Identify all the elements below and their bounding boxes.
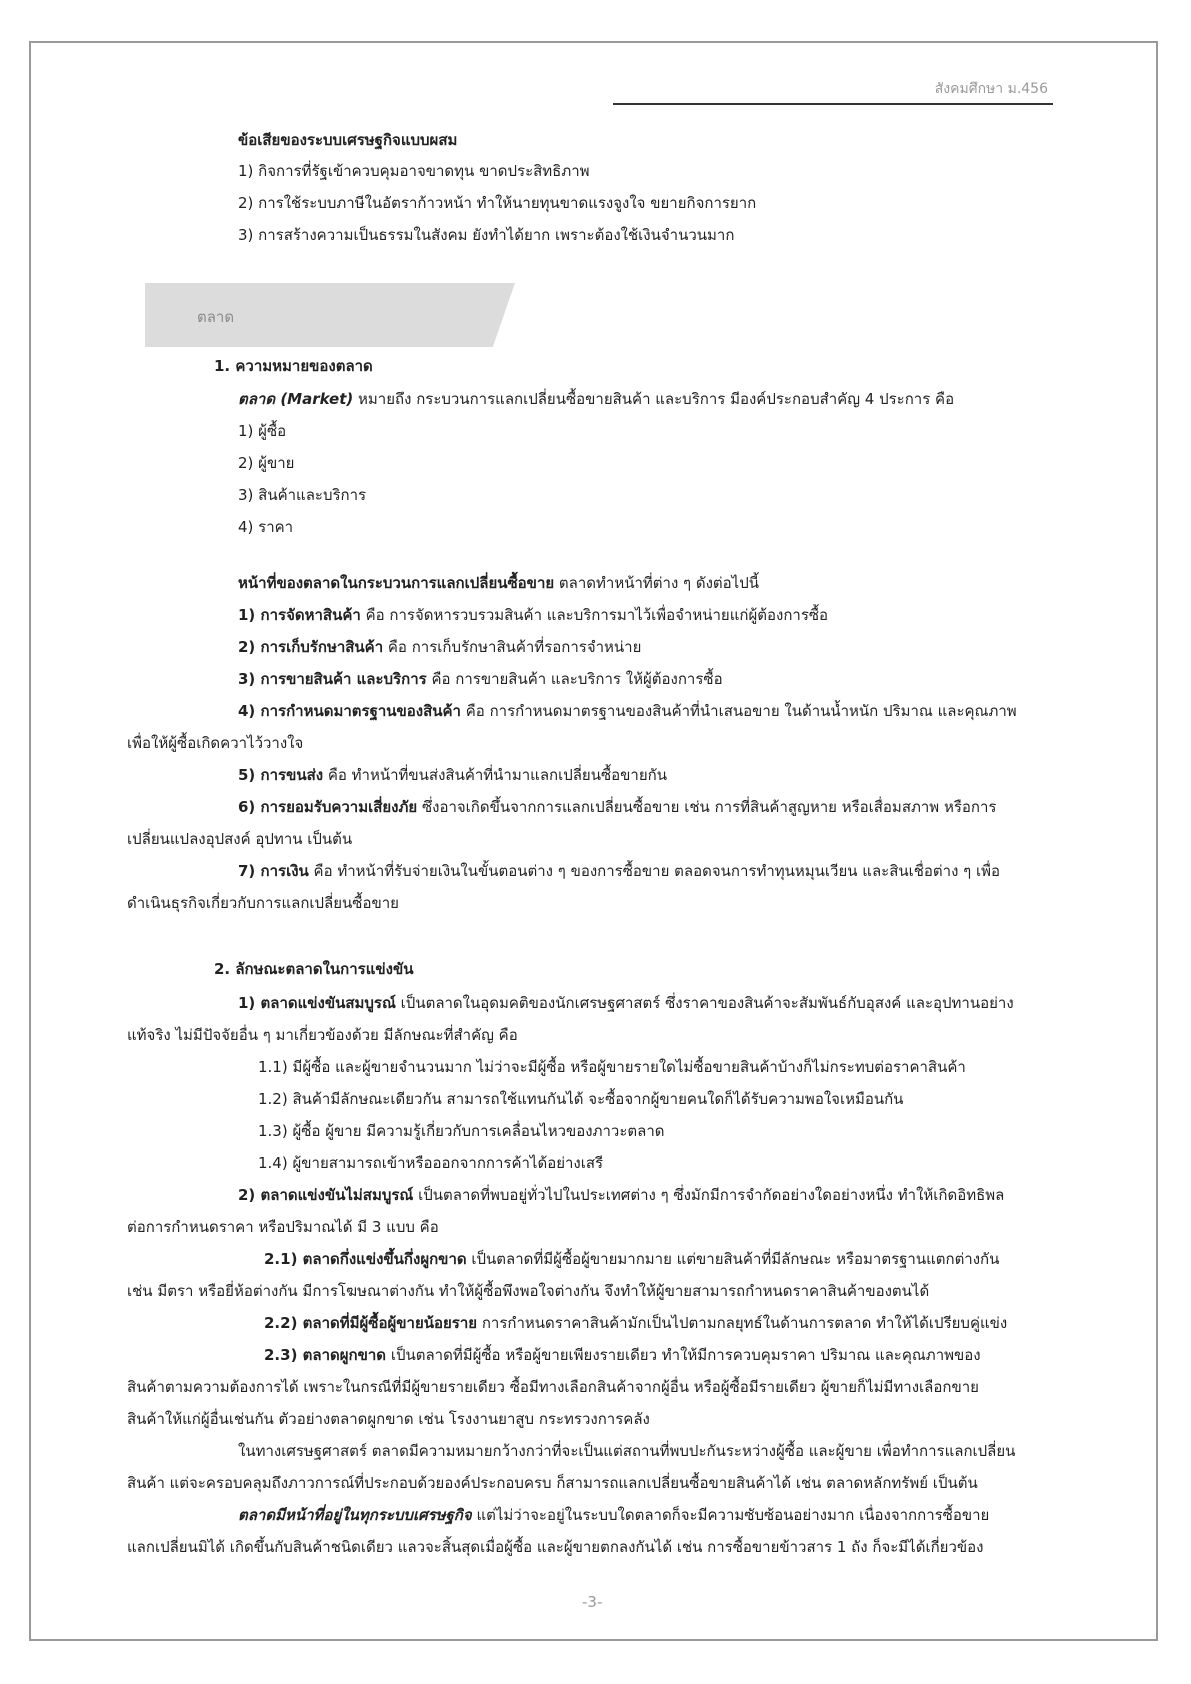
function-text: คือ การขายสินค้า และบริการ ให้ผู้ต้องการซื้อ	[426, 670, 723, 688]
competition-heading: 2. ลักษณะตลาดในการแข่งขัน	[214, 960, 414, 978]
header-title: สังคมศึกษา ม.456	[934, 81, 1048, 97]
function-item	[238, 766, 667, 784]
function-text: คือ การเก็บรักษาสินค้าที่รอการจำหน่าย	[383, 638, 642, 656]
function-text: คือ การจัดหารวบรวมสินค้า และบริการมาไว้เพื่อจำหน่ายแก่ผู้ต้องการซื้อ	[360, 606, 829, 624]
component-item: 4) ราคา	[238, 518, 294, 536]
imperfect-market-text: เป็นตลาดที่พบอยู่ทั่วไปในประเทศต่าง ๆ ซึ่งมักมีการจำกัดอย่างใดอย่างหนึ่ง ทำให้เกิดอิทธิพล	[413, 1186, 1005, 1204]
disadvantage-item: 1) กิจการที่รัฐเข้าควบคุมอาจขาดทุน ขาดประสิทธิภาพ	[238, 162, 590, 180]
econ-paragraph-line: สินค้า แต่จะครอบคลุมถึงภาวการณ์ที่ประกอบด้วยองค์ประกอบครบ ก็สามารถแลกเปลี่ยนซื้อขายสินค้าได้ เช่น ตลาดหลักทรัพย์ เป็นต้น	[127, 1474, 978, 1492]
final-paragraph-label: ตลาดมีหน้าที่อยู่ในทุกระบบเศรษฐกิจ	[238, 1506, 472, 1524]
meaning-heading: 1. ความหมายของตลาด	[214, 357, 373, 375]
function-continuation: เพื่อให้ผู้ซื้อเกิดควาไว้วางใจ	[127, 734, 304, 752]
meaning-definition	[238, 390, 954, 408]
disadvantages-title: ข้อเสียของระบบเศรษฐกิจแบบผสม	[238, 131, 458, 149]
header-rule	[613, 103, 1053, 105]
component-item: 2) ผู้ขาย	[238, 454, 295, 472]
monopolistic-competition	[264, 1250, 999, 1268]
monopoly	[264, 1346, 981, 1364]
econ-paragraph-line: ในทางเศรษฐศาสตร์ ตลาดมีความหมายกว้างกว่าที่จะเป็นแต่สถานที่พบปะกันระหว่างผู้ซื้อ และผู้ขาย เพื่อทำการแลกเปลี่ยน	[238, 1442, 1016, 1460]
sub-text: การกำหนดราคาสินค้ามักเป็นไปตามกลยุทธ์ในด้านการตลาด ทำให้ได้เปรียบคู่แข่ง	[477, 1314, 1008, 1332]
functions-intro-text: ตลาดทำหน้าที่ต่าง ๆ ดังต่อไปนี้	[554, 574, 759, 592]
oligopoly	[264, 1314, 1007, 1332]
final-paragraph-text: แต่ไม่ว่าจะอยู่ในระบบใดตลาดก็จะมีความซับซ้อนอย่างมาก เนื่องจากการซื้อขาย	[471, 1506, 990, 1524]
function-label: 3) การขายสินค้า และบริการ	[238, 670, 427, 688]
functions-intro	[238, 574, 759, 592]
function-text: คือ ทำหน้าที่ขนส่งสินค้าที่นำมาแลกเปลี่ยนซื้อขายกัน	[323, 766, 667, 784]
function-item	[238, 862, 1000, 880]
disadvantage-item: 2) การใช้ระบบภาษีในอัตราก้าวหน้า ทำให้นายทุนขาดแรงจูงใจ ขยายกิจการยาก	[238, 194, 757, 212]
page-number: -3-	[582, 1593, 603, 1611]
market-term: ตลาด (Market)	[238, 390, 354, 408]
sub-continuation: สินค้าให้แก่ผู้อื่นเช่นกัน ตัวอย่างตลาดผูกขาด เช่น โรงงานยาสูบ กระทรวงการคลัง	[127, 1410, 650, 1428]
section-banner-label: ตลาด	[197, 308, 235, 326]
function-label: 5) การขนส่ง	[238, 766, 324, 784]
function-item	[238, 798, 996, 816]
perfect-market-label: 1) ตลาดแข่งขันสมบูรณ์	[238, 994, 396, 1012]
perfect-market-item: 1.1) มีผู้ซื้อ และผู้ขายจำนวนมาก ไม่ว่าจะมีผู้ซื้อ หรือผู้ขายรายใดไม่ซื้อขายสินค้าบ้างก็ไม่กระทบต่อราคาสินค้า	[258, 1058, 966, 1076]
function-label: 4) การกำหนดมาตรฐานของสินค้า	[238, 702, 461, 720]
perfect-market-item: 1.3) ผู้ซื้อ ผู้ขาย มีความรู้เกี่ยวกับการเคลื่อนไหวของภาวะตลาด	[258, 1122, 665, 1140]
function-label: 2) การเก็บรักษาสินค้า	[238, 638, 384, 656]
sub-text: เป็นตลาดที่มีผู้ซื้อ หรือผู้ขายเพียงรายเดียว ทำให้มีการควบคุมราคา ปริมาณ และคุณภาพของ	[386, 1346, 981, 1364]
function-continuation: เปลี่ยนแปลงอุปสงค์ อุปทาน เป็นต้น	[127, 830, 353, 848]
perfect-market-text: เป็นตลาดในอุดมคติของนักเศรษฐศาสตร์ ซึ่งราคาของสินค้าจะสัมพันธ์กับอุสงค์ และอุปทานอย่าง	[395, 994, 1014, 1012]
sub-label: 2.2) ตลาดที่มีผู้ซื้อผู้ขายน้อยราย	[264, 1314, 478, 1332]
function-item	[238, 702, 1017, 720]
imperfect-market-continuation: ต่อการกำหนดราคา หรือปริมาณได้ มี 3 แบบ คือ	[127, 1218, 439, 1236]
sub-label: 2.3) ตลาดผูกขาด	[264, 1346, 387, 1364]
component-item: 3) สินค้าและบริการ	[238, 486, 367, 504]
function-label: 7) การเงิน	[238, 862, 309, 880]
perfect-market-item: 1.2) สินค้ามีลักษณะเดียวกัน สามารถใช้แทนกันได้ จะซื้อจากผู้ขายคนใดก็ได้รับความพอใจเหมือนกัน	[258, 1090, 904, 1108]
final-paragraph-continuation: แลกเปลี่ยนมิได้ เกิดขึ้นกับสินค้าชนิดเดียว แลวจะสิ้นสุดเมื่อผู้ซื้อ และผู้ขายตกลงกันได้ เช่น การซื้อขายข้าวสาร 1 ถัง ก็จะมีได้เกี่ยวข้อง	[127, 1538, 984, 1556]
sub-continuation: สินค้าตามความต้องการได้ เพราะในกรณีที่มีผู้ขายรายเดียว ซื้อมีทางเลือกสินค้าจากผู้อื่น หรือผู้ซื้อมีรายเดียว ผู้ขายก็ไม่มีทางเลือกขาย	[127, 1378, 979, 1396]
sub-text: เป็นตลาดที่มีผู้ซื้อผู้ขายมากมาย แต่ขายสินค้าที่มีลักษณะ หรือมาตรฐานแตกต่างกัน	[466, 1250, 1000, 1268]
function-label: 6) การยอมรับความเสี่ยงภัย	[238, 798, 418, 816]
perfect-market-continuation: แท้จริง ไม่มีปัจจัยอื่น ๆ มาเกี่ยวข้องด้วย มีลักษณะที่สำคัญ คือ	[127, 1026, 518, 1044]
sub-label: 2.1) ตลาดกึ่งแข่งขึ้นกึ่งผูกขาด	[264, 1250, 467, 1268]
disadvantage-item: 3) การสร้างความเป็นธรรมในสังคม ยังทำได้ยาก เพราะต้องใช้เงินจำนวนมาก	[238, 226, 735, 244]
function-label: 1) การจัดหาสินค้า	[238, 606, 361, 624]
function-item	[238, 638, 641, 656]
function-text: ซึ่งอาจเกิดขึ้นจากการแลกเปลี่ยนซื้อขาย เช่น การที่สินค้าสูญหาย หรือเสื่อมสภาพ หรือการ	[417, 798, 997, 816]
function-text: คือ ทำหน้าที่รับจ่ายเงินในขั้นตอนต่าง ๆ ของการซื้อขาย ตลอดจนการทำทุนหมุนเวียน และสินเชื่อต่าง ๆ เพื่อ	[308, 862, 1001, 880]
function-item	[238, 606, 828, 624]
market-definition-text: หมายถึง กระบวนการแลกเปลี่ยนซื้อขายสินค้า และบริการ มีองค์ประกอบสำคัญ 4 ประการ คือ	[353, 390, 955, 408]
sub-continuation: เช่น มีตรา หรือยี่ห้อต่างกัน มีการโฆษณาต่างกัน ทำให้ผู้ซื้อพึงพอใจต่างกัน จึงทำให้ผู้ขายสามารถกำหนดราคาสินค้าของตนได้	[127, 1282, 930, 1300]
function-item	[238, 670, 723, 688]
functions-title: หน้าที่ของตลาดในกระบวนการแลกเปลี่ยนซื้อขาย	[238, 574, 555, 592]
perfect-market-item: 1.4) ผู้ขายสามารถเข้าหรือออกจากการค้าได้อย่างเสรี	[258, 1154, 604, 1172]
function-text: คือ การกำหนดมาตรฐานของสินค้าที่นำเสนอขาย ในด้านน้ำหนัก ปริมาณ และคุณภาพ	[460, 702, 1017, 720]
component-item: 1) ผู้ซื้อ	[238, 422, 287, 440]
imperfect-market-label: 2) ตลาดแข่งขันไม่สมบูรณ์	[238, 1186, 414, 1204]
perfect-market	[238, 994, 1014, 1012]
final-paragraph	[238, 1506, 989, 1524]
function-continuation: ดำเนินธุรกิจเกี่ยวกับการแลกเปลี่ยนซื้อขาย	[127, 894, 399, 912]
imperfect-market	[238, 1186, 1004, 1204]
